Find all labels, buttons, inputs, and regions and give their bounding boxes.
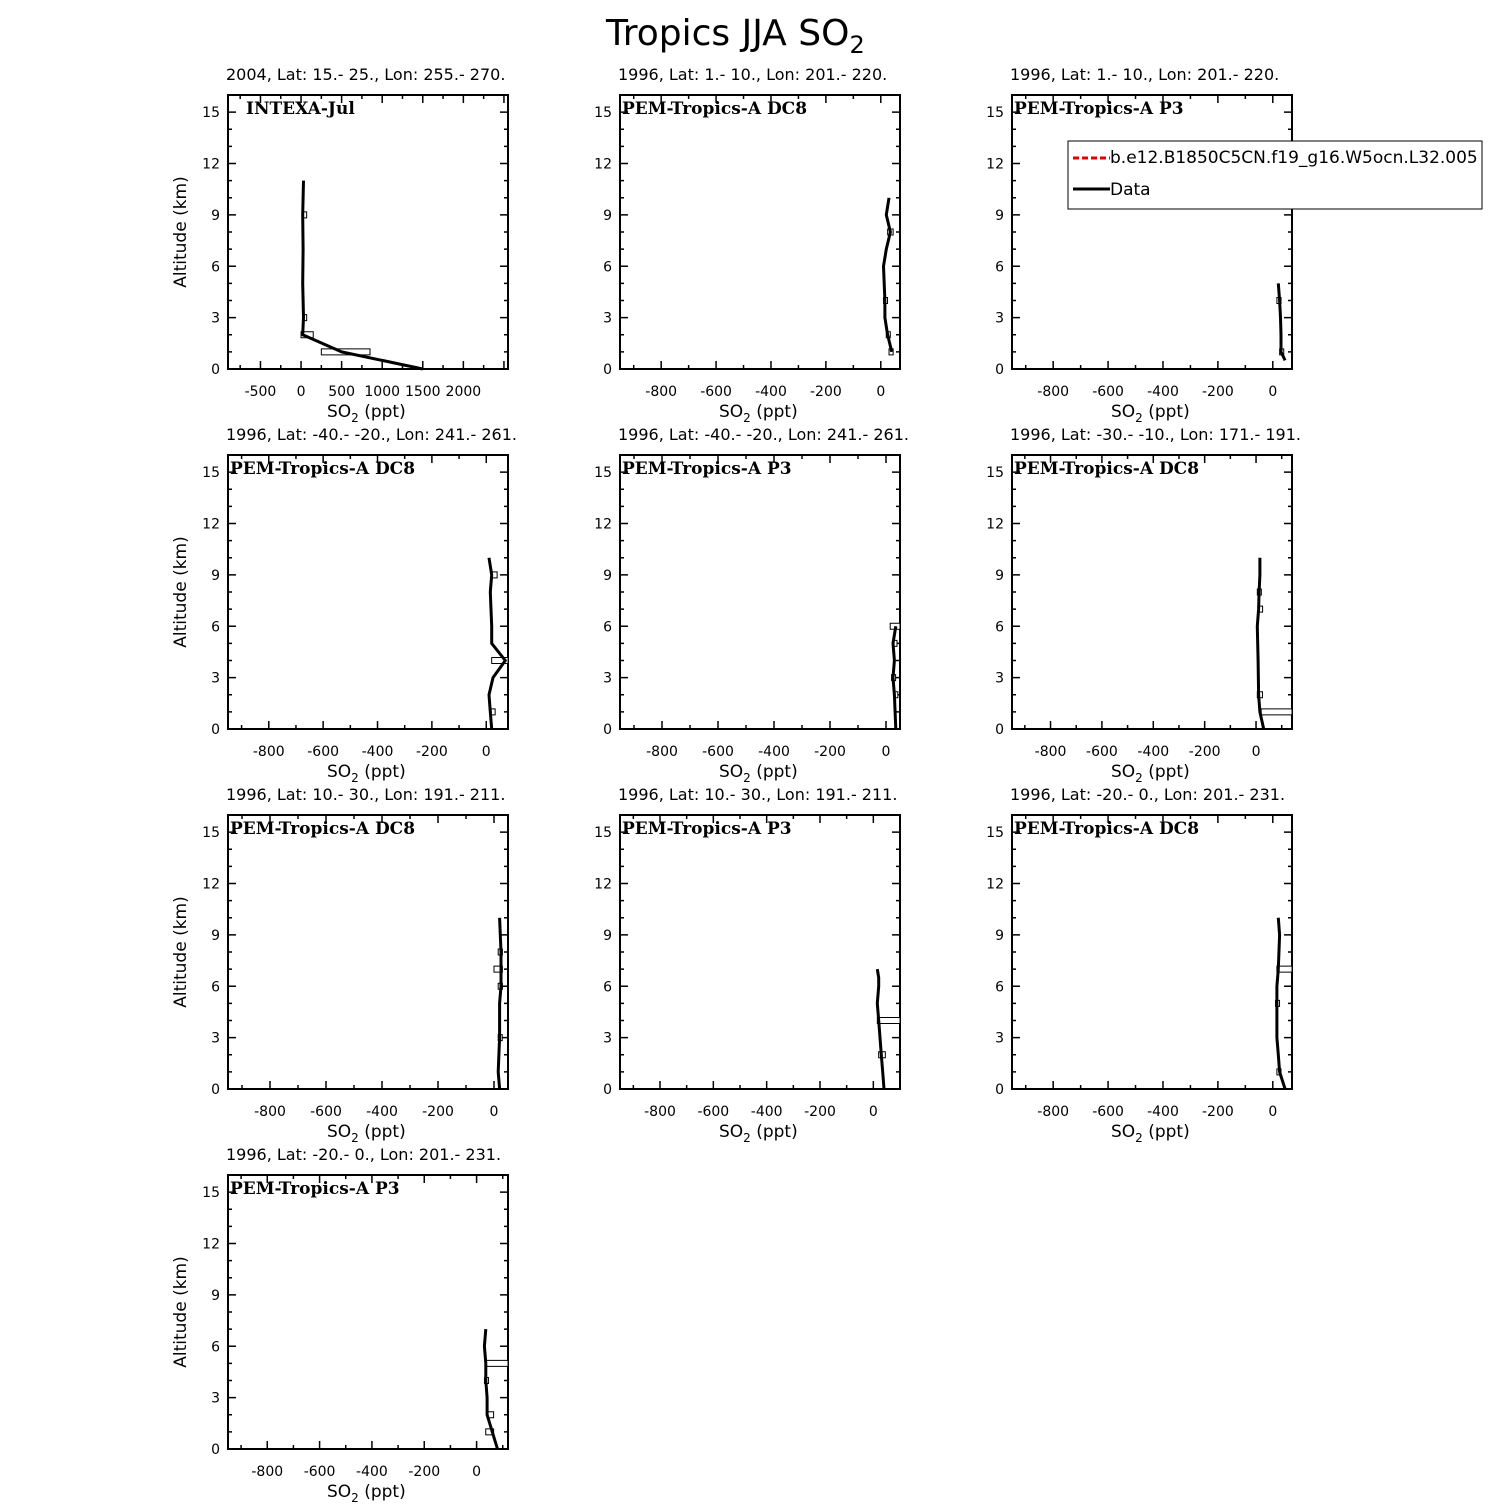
y-tick-label: 6 <box>603 259 612 276</box>
y-tick-label: 6 <box>603 979 612 996</box>
panel-3 <box>986 65 1292 425</box>
y-tick-label: 12 <box>594 876 612 893</box>
panel-1 <box>171 65 508 425</box>
x-tick-label: -600 <box>1092 384 1124 400</box>
y-tick-label: 3 <box>211 1030 220 1047</box>
x-axis-label-main: SO <box>1111 402 1136 422</box>
x-axis-label-unit: (ppt) <box>1142 1122 1190 1142</box>
y-tick-label: 0 <box>211 1082 220 1098</box>
y-tick-label: 12 <box>986 876 1004 893</box>
x-tick-label: -400 <box>1147 1104 1179 1120</box>
data-profile-line <box>1277 918 1285 1089</box>
x-tick-label: 0 <box>1268 384 1278 400</box>
x-axis-label-unit: (ppt) <box>750 1122 798 1142</box>
panel-title: 1996, Lat: 10.- 30., Lon: 191.- 211. <box>618 785 898 804</box>
y-tick-label: 15 <box>202 1185 220 1202</box>
figure-title-sub: 2 <box>849 31 865 59</box>
y-tick-label: 9 <box>995 207 1004 224</box>
y-tick-label: 3 <box>211 310 220 327</box>
y-tick-label: 12 <box>594 156 612 173</box>
panels <box>171 65 1301 1505</box>
y-tick-label: 0 <box>603 1082 612 1098</box>
y-tick-label: 6 <box>211 619 220 636</box>
y-tick-label: 6 <box>211 1339 220 1356</box>
y-tick-label: 12 <box>594 516 612 533</box>
x-axis-label-sub: 2 <box>743 771 751 785</box>
data-profile-line <box>303 181 423 369</box>
x-tick-label: -600 <box>1092 1104 1124 1120</box>
plot-frame <box>1012 815 1292 1089</box>
x-tick-label: -800 <box>1034 744 1067 760</box>
x-axis-label-sub: 2 <box>1135 411 1143 425</box>
y-tick-label: 12 <box>202 876 220 893</box>
y-tick-label: 3 <box>603 1030 612 1047</box>
x-axis-label-unit: (ppt) <box>750 402 798 422</box>
x-tick-label: -400 <box>1137 744 1170 760</box>
y-tick-label: 15 <box>594 825 612 842</box>
y-tick-label: 12 <box>986 156 1004 173</box>
x-tick-label: 0 <box>868 1104 878 1120</box>
x-tick-label: -400 <box>750 1104 783 1120</box>
y-tick-label: 0 <box>211 722 220 738</box>
campaign-label: PEM-Tropics-A P3 <box>622 459 792 479</box>
y-tick-label: 9 <box>211 927 220 944</box>
campaign-label: INTEXA-Jul <box>246 99 355 119</box>
x-axis-label-unit: (ppt) <box>750 762 798 782</box>
plot-frame <box>228 1175 508 1449</box>
x-tick-label: -200 <box>422 1104 454 1120</box>
x-axis-label <box>1111 762 1190 785</box>
y-tick-label: 3 <box>211 1390 220 1407</box>
y-tick-label: 3 <box>603 310 612 327</box>
y-tick-label: 15 <box>986 465 1004 482</box>
x-axis-label-main: SO <box>327 402 352 422</box>
y-tick-label: 12 <box>202 1236 220 1253</box>
x-tick-label: -400 <box>356 1464 388 1480</box>
y-tick-label: 3 <box>603 670 612 687</box>
x-tick-label: -500 <box>244 384 277 400</box>
x-tick-label: -600 <box>303 1464 336 1480</box>
y-tick-label: 9 <box>211 1287 220 1304</box>
data-profile-line <box>498 918 501 1089</box>
x-axis-label-sub: 2 <box>351 1491 359 1505</box>
y-tick-label: 6 <box>211 979 220 996</box>
x-tick-label: 1500 <box>404 384 441 400</box>
y-tick-label: 15 <box>986 825 1004 842</box>
y-tick-label: 6 <box>211 259 220 276</box>
data-profile-line <box>489 558 505 729</box>
x-axis-label-main: SO <box>1111 1122 1136 1142</box>
y-tick-label: 0 <box>995 722 1004 738</box>
y-tick-label: 9 <box>603 567 612 584</box>
y-tick-label: 0 <box>603 362 612 378</box>
y-tick-label: 15 <box>986 105 1004 122</box>
y-tick-label: 0 <box>211 362 220 378</box>
x-tick-label: -200 <box>408 1464 441 1480</box>
x-tick-label: -600 <box>702 744 734 760</box>
y-tick-label: 6 <box>603 619 612 636</box>
y-tick-label: 12 <box>202 516 220 533</box>
y-tick-label: 0 <box>995 362 1004 378</box>
x-axis-label-main: SO <box>1111 762 1136 782</box>
x-axis-label <box>327 762 406 785</box>
data-profile-line <box>1257 558 1263 729</box>
x-tick-label: 0 <box>881 744 891 760</box>
x-axis-label-main: SO <box>327 1482 352 1502</box>
plot-frame <box>620 455 900 729</box>
x-tick-label: -400 <box>1147 384 1179 400</box>
x-tick-label: -400 <box>361 744 394 760</box>
x-tick-label: -200 <box>814 744 846 760</box>
x-tick-label: -400 <box>755 384 787 400</box>
x-tick-label: 500 <box>328 384 355 400</box>
range-box <box>877 1018 900 1024</box>
panel-10 <box>171 1145 508 1505</box>
x-axis-label-sub: 2 <box>351 771 359 785</box>
y-tick-label: 0 <box>995 1082 1004 1098</box>
x-tick-label: -200 <box>809 384 842 400</box>
x-tick-label: -800 <box>252 744 285 760</box>
campaign-label: PEM-Tropics-A P3 <box>1014 99 1184 119</box>
figure-title-main: Tropics JJA SO <box>606 13 850 54</box>
plot-frame <box>228 815 508 1089</box>
x-tick-label: -200 <box>1201 1104 1234 1120</box>
panel-title: 2004, Lat: 15.- 25., Lon: 255.- 270. <box>226 65 506 84</box>
panel-title: 1996, Lat: -40.- -20., Lon: 241.- 261. <box>226 425 517 444</box>
campaign-label: PEM-Tropics-A P3 <box>230 1179 400 1199</box>
x-axis-label <box>1111 402 1190 425</box>
x-tick-label: 0 <box>296 384 306 400</box>
y-axis-label: Altitude (km) <box>171 536 191 648</box>
data-profile-line <box>884 198 892 352</box>
panel-title: 1996, Lat: 1.- 10., Lon: 201.- 220. <box>1010 65 1280 84</box>
x-tick-label: -600 <box>1086 744 1118 760</box>
x-tick-label: -600 <box>307 744 340 760</box>
x-axis-label <box>327 1122 406 1145</box>
y-tick-label: 6 <box>995 619 1004 636</box>
campaign-label: PEM-Tropics-A DC8 <box>230 819 416 839</box>
x-tick-label: 0 <box>472 1464 482 1480</box>
plot-frame <box>1012 95 1292 369</box>
y-axis-label: Altitude (km) <box>171 1256 191 1368</box>
range-box <box>486 1360 508 1366</box>
x-tick-label: -800 <box>645 384 678 400</box>
panel-title: 1996, Lat: -30.- -10., Lon: 171.- 191. <box>1010 425 1301 444</box>
panel-5 <box>594 425 909 785</box>
plot-frame <box>1012 455 1292 729</box>
panel-title: 1996, Lat: -40.- -20., Lon: 241.- 261. <box>618 425 909 444</box>
x-tick-label: -800 <box>646 744 678 760</box>
x-tick-label: 1000 <box>364 384 401 400</box>
x-tick-label: -800 <box>1037 1104 1070 1120</box>
panel-title: 1996, Lat: 10.- 30., Lon: 191.- 211. <box>226 785 506 804</box>
x-axis-label-sub: 2 <box>743 1131 751 1145</box>
campaign-label: PEM-Tropics-A DC8 <box>1014 819 1200 839</box>
x-axis-label <box>327 402 406 425</box>
legend <box>1068 141 1482 209</box>
x-tick-label: -800 <box>644 1104 676 1120</box>
plot-frame <box>228 95 508 369</box>
y-tick-label: 0 <box>603 722 612 738</box>
x-tick-label: 2000 <box>445 384 482 400</box>
x-axis-label <box>327 1482 406 1505</box>
y-tick-label: 15 <box>202 825 220 842</box>
panel-title: 1996, Lat: -20.- 0., Lon: 201.- 231. <box>1010 785 1286 804</box>
panel-6 <box>986 425 1301 785</box>
x-axis-label-main: SO <box>719 1122 744 1142</box>
x-axis-label-unit: (ppt) <box>358 1122 406 1142</box>
x-tick-label: -400 <box>366 1104 398 1120</box>
legend-label-model: b.e12.B1850C5CN.f19_g16.W5ocn.L32.005 <box>1110 148 1478 168</box>
plot-frame <box>620 95 900 369</box>
legend-label-data: Data <box>1110 180 1151 200</box>
y-tick-label: 9 <box>995 567 1004 584</box>
panel-title: 1996, Lat: 1.- 10., Lon: 201.- 220. <box>618 65 888 84</box>
x-tick-label: -600 <box>697 1104 730 1120</box>
y-tick-label: 9 <box>603 207 612 224</box>
x-tick-label: -800 <box>1037 384 1070 400</box>
y-tick-label: 0 <box>211 1442 220 1458</box>
x-axis-label <box>1111 1122 1190 1145</box>
y-axis-label: Altitude (km) <box>171 176 191 288</box>
figure-title <box>605 13 865 59</box>
x-axis-label <box>719 1122 798 1145</box>
y-tick-label: 9 <box>603 927 612 944</box>
panel-7 <box>171 785 508 1145</box>
x-axis-label-sub: 2 <box>743 411 751 425</box>
x-tick-label: -200 <box>804 1104 836 1120</box>
x-tick-label: -800 <box>254 1104 286 1120</box>
x-tick-label: -600 <box>700 384 732 400</box>
y-tick-label: 12 <box>986 516 1004 533</box>
y-tick-label: 9 <box>211 207 220 224</box>
x-axis-label-sub: 2 <box>1135 771 1143 785</box>
x-tick-label: -800 <box>251 1464 284 1480</box>
x-axis-label-unit: (ppt) <box>1142 402 1190 422</box>
y-tick-label: 6 <box>995 259 1004 276</box>
x-axis-label-main: SO <box>719 762 744 782</box>
x-tick-label: 0 <box>1268 1104 1278 1120</box>
y-tick-label: 15 <box>594 465 612 482</box>
x-tick-label: 0 <box>489 1104 499 1120</box>
y-tick-label: 3 <box>995 670 1004 687</box>
panel-9 <box>986 785 1292 1145</box>
x-axis-label-sub: 2 <box>1135 1131 1143 1145</box>
x-tick-label: 0 <box>481 744 491 760</box>
campaign-label: PEM-Tropics-A DC8 <box>1014 459 1200 479</box>
y-tick-label: 6 <box>995 979 1004 996</box>
panel-title: 1996, Lat: -20.- 0., Lon: 201.- 231. <box>226 1145 502 1164</box>
y-tick-label: 9 <box>211 567 220 584</box>
panel-4 <box>171 425 517 785</box>
x-axis-label <box>719 762 798 785</box>
x-tick-label: -600 <box>310 1104 342 1120</box>
x-axis-label-main: SO <box>719 402 744 422</box>
campaign-label: PEM-Tropics-A P3 <box>622 819 792 839</box>
data-profile-line <box>877 969 884 1089</box>
x-axis-label-sub: 2 <box>351 1131 359 1145</box>
x-tick-label: -200 <box>1188 744 1221 760</box>
y-tick-label: 12 <box>202 156 220 173</box>
x-tick-label: -400 <box>758 744 790 760</box>
x-tick-label: 0 <box>876 384 886 400</box>
plot-frame <box>228 455 508 729</box>
y-tick-label: 15 <box>202 105 220 122</box>
x-tick-label: 0 <box>1251 744 1261 760</box>
x-axis-label <box>719 402 798 425</box>
y-tick-label: 9 <box>995 927 1004 944</box>
y-tick-label: 3 <box>995 310 1004 327</box>
y-axis-label: Altitude (km) <box>171 896 191 1008</box>
plot-frame <box>620 815 900 1089</box>
x-axis-label-main: SO <box>327 1122 352 1142</box>
y-tick-label: 15 <box>594 105 612 122</box>
x-axis-label-unit: (ppt) <box>358 1482 406 1502</box>
y-tick-label: 15 <box>202 465 220 482</box>
campaign-label: PEM-Tropics-A DC8 <box>622 99 808 119</box>
x-tick-label: -200 <box>1201 384 1234 400</box>
y-tick-label: 3 <box>211 670 220 687</box>
panel-2 <box>594 65 900 425</box>
x-tick-label: -200 <box>415 744 448 760</box>
x-axis-label-sub: 2 <box>351 411 359 425</box>
range-box <box>1261 709 1292 715</box>
x-axis-label-main: SO <box>327 762 352 782</box>
campaign-label: PEM-Tropics-A DC8 <box>230 459 416 479</box>
y-tick-label: 3 <box>995 1030 1004 1047</box>
panel-8 <box>594 785 900 1145</box>
x-axis-label-unit: (ppt) <box>358 402 406 422</box>
x-axis-label-unit: (ppt) <box>358 762 406 782</box>
x-axis-label-unit: (ppt) <box>1142 762 1190 782</box>
